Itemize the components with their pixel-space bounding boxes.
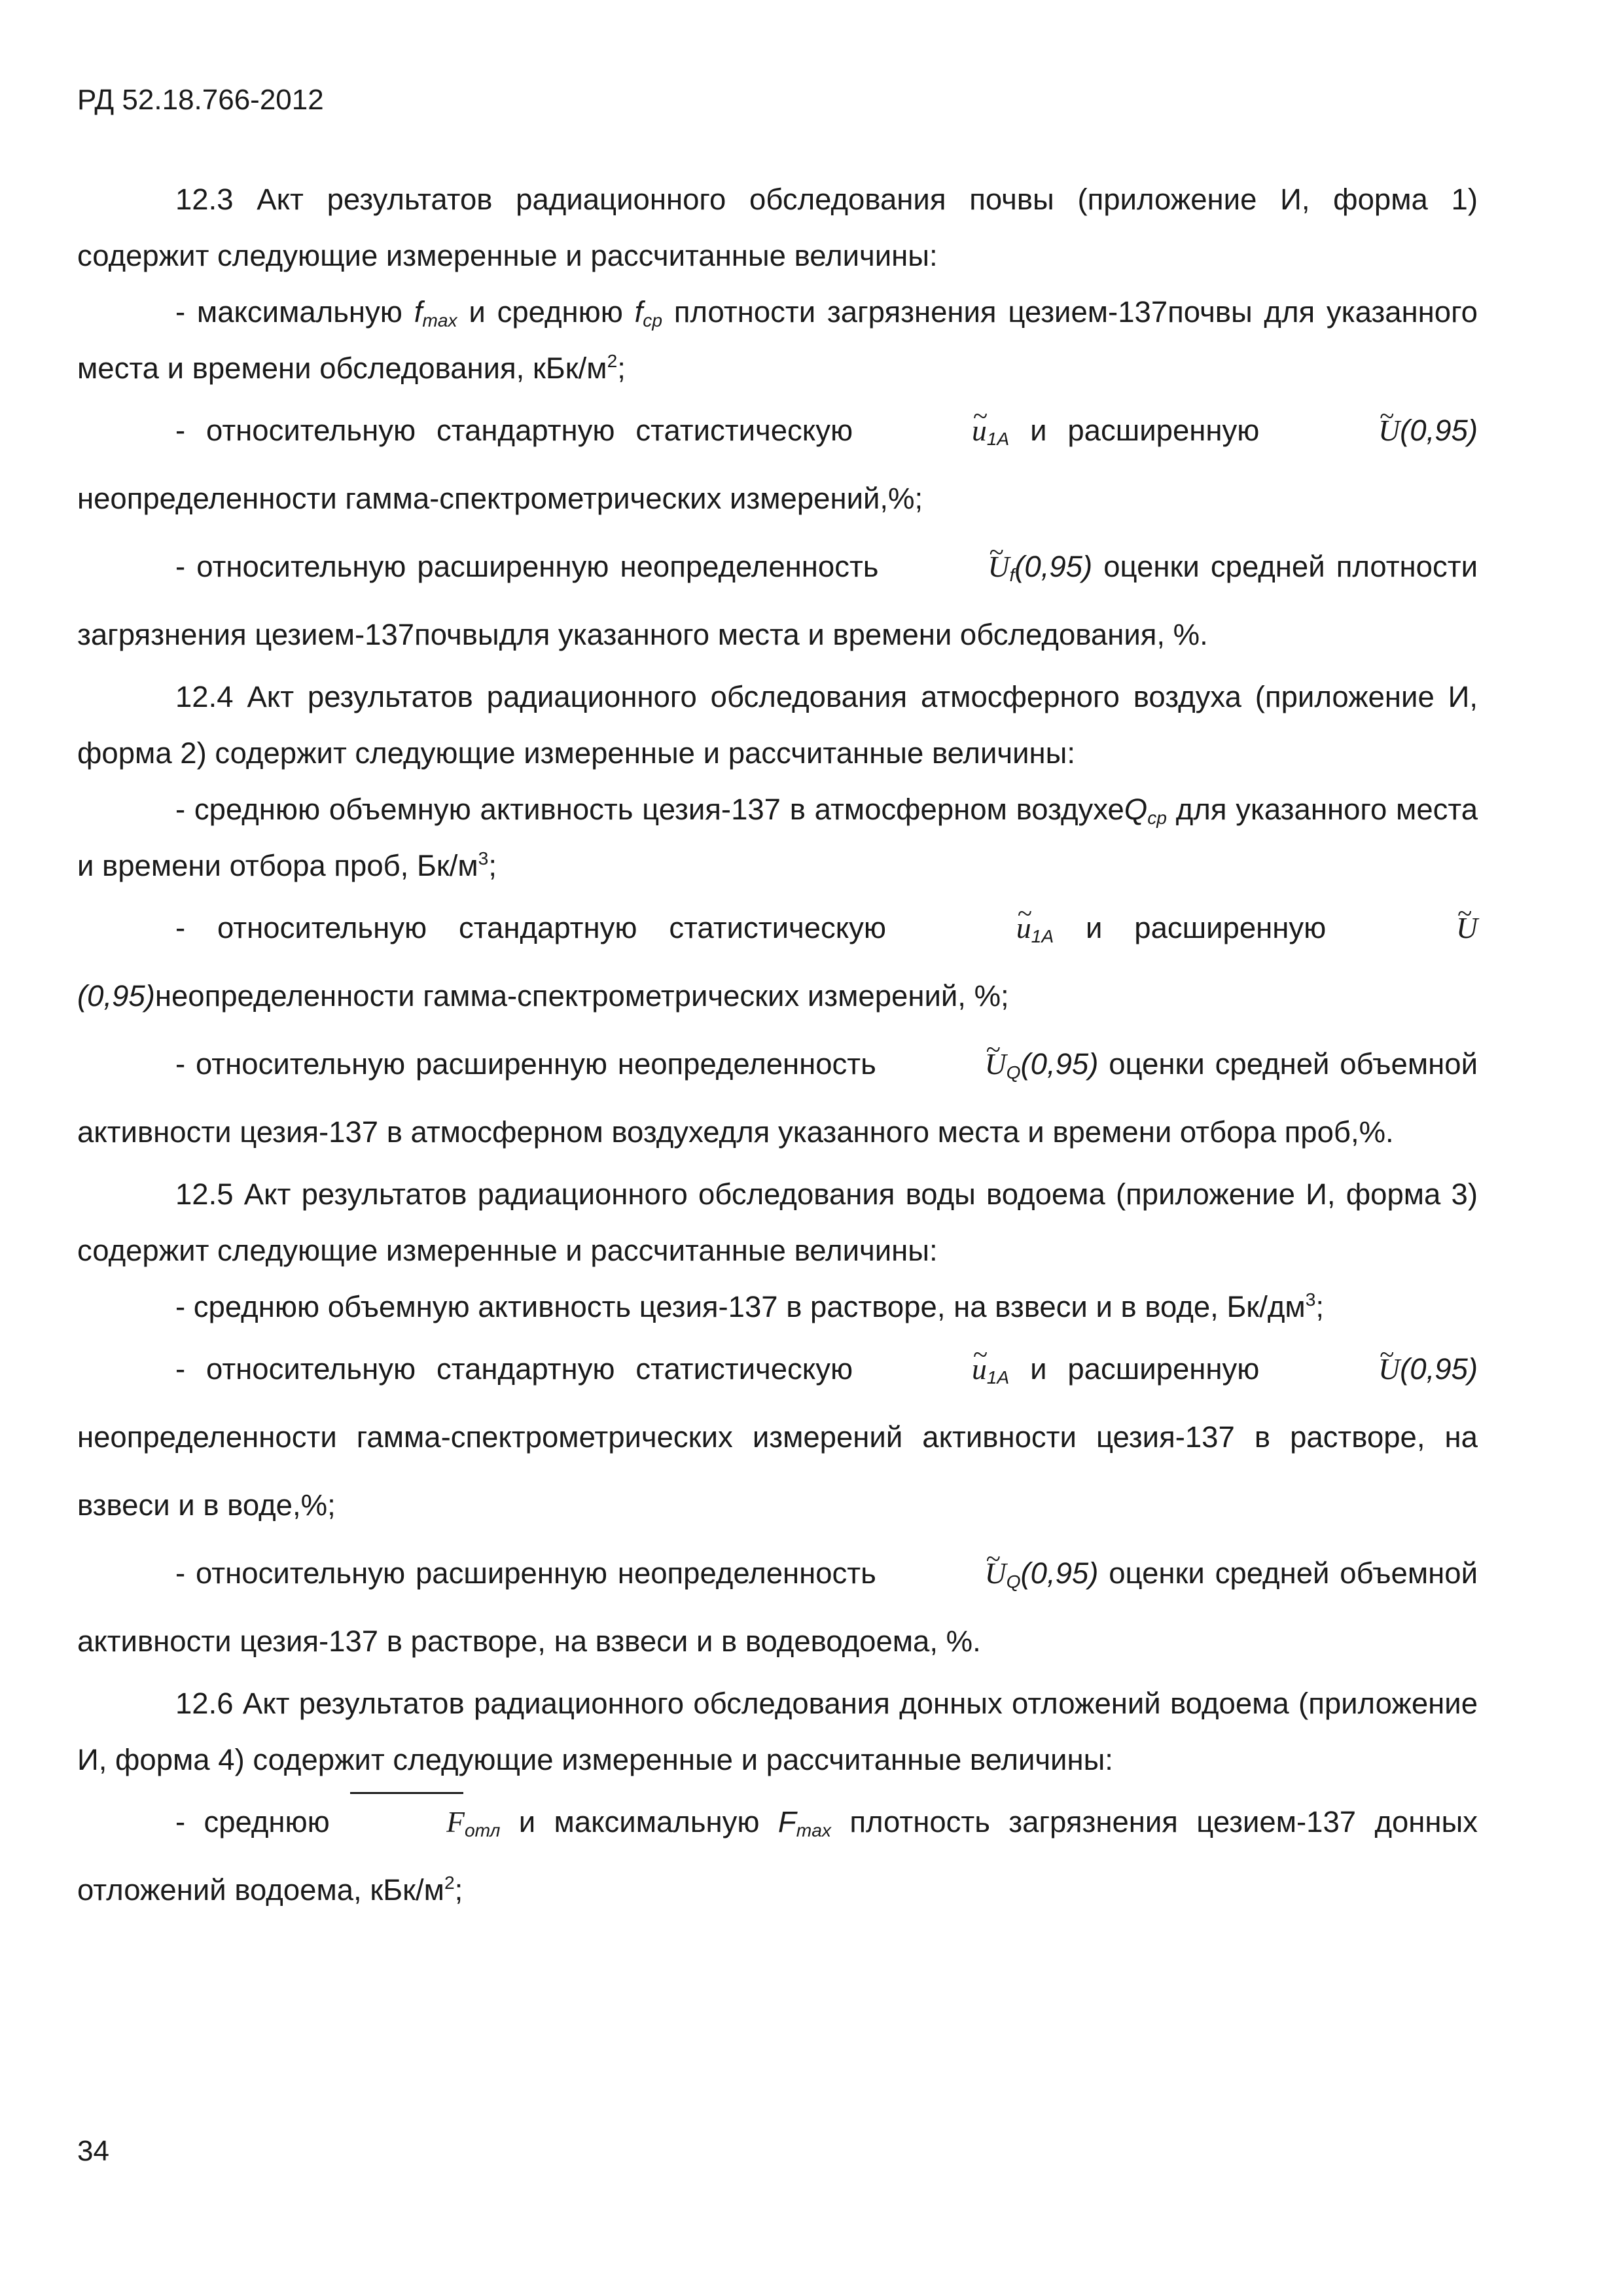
list-item: - среднюю объемную активность цезия-137 в атмосферном воздухеQ$_{ср}$ для указанного места и времени отбора проб, $Бк/м^3$; [77, 793, 1478, 882]
paragraph-12-3: 12.3 Акт результатов радиационного обследования почвы (приложение И, форма 1) содержит следующие измеренные и рассчитанные величины: [77, 183, 1478, 272]
list-item: - относительную расширенную неопределенность ~ $U_Q(0,95)$ оценки средней объемной активности цезия-137 в растворе, на взвеси и в водеводоема, %. [77, 1539, 1478, 1676]
list-item: - относительную стандартную статистическую ~ $u_{1A}$ и расширенную ~ U(0,95) неопределенности гамма-спектрометрических измерений активности цезия-137 в растворе, на взвеси и в воде,%; [77, 1335, 1478, 1539]
list-item: - относительную стандартную статистическую ~ $u_{1A}$ и расширенную ~ U(0,95) неопределенности гамма-спектрометрических измерений,%; [77, 397, 1478, 533]
list-item: - среднюю объемную активность цезия-137 в растворе, на взвеси и в воде, $Бк/дм^3$; [175, 1289, 1325, 1323]
paragraph-12-6: 12.6 Акт результатов радиационного обследования донных отложений водоема (приложение И, форма 4) содержит следующие измеренные и рассчитанные величины: [77, 1687, 1478, 1776]
list-item: - среднюю $F_{отл}$ и максимальную $F_{max}$ плотность загрязнения цезием-137 донных отложений водоема, кБк/$м^2$; [77, 1788, 1478, 1924]
document-body [77, 171, 1478, 1924]
list-item: - максимальную $f_{max}$ и среднюю $f_{ср}$ плотности загрязнения цезием-137почвы для указанного места и времени обследования, кБк/$м^2$; [77, 295, 1478, 385]
list-item: - относительную расширенную неопределенность ~ $U_f(0,95)$ оценки средней плотности загрязнения цезием-137почвыдля указанного места и времени обследования, %. [77, 533, 1478, 669]
list-item: - относительную стандартную статистическую ~ $u_{1A}$ и расширенную ~ U(0,95)неопределенности гамма-спектрометрических измерений, %; [77, 894, 1478, 1030]
paragraph-12-4: 12.4 Акт результатов радиационного обследования атмосферного воздуха (приложение И, форма 2) содержит следующие измеренные и рассчитанные величины: [77, 680, 1478, 770]
paragraph-12-5: 12.5 Акт результатов радиационного обследования воды водоема (приложение И, форма 3) содержит следующие измеренные и рассчитанные величины: [77, 1177, 1478, 1267]
document-header: РД 52.18.766-2012 [77, 84, 324, 116]
page-number: 34 [77, 2135, 109, 2167]
list-item: - относительную расширенную неопределенность ~ $U_Q(0,95)$ оценки средней объемной активности цезия-137 в атмосферном воздухедля указанного места и времени отбора проб,%. [77, 1030, 1478, 1166]
